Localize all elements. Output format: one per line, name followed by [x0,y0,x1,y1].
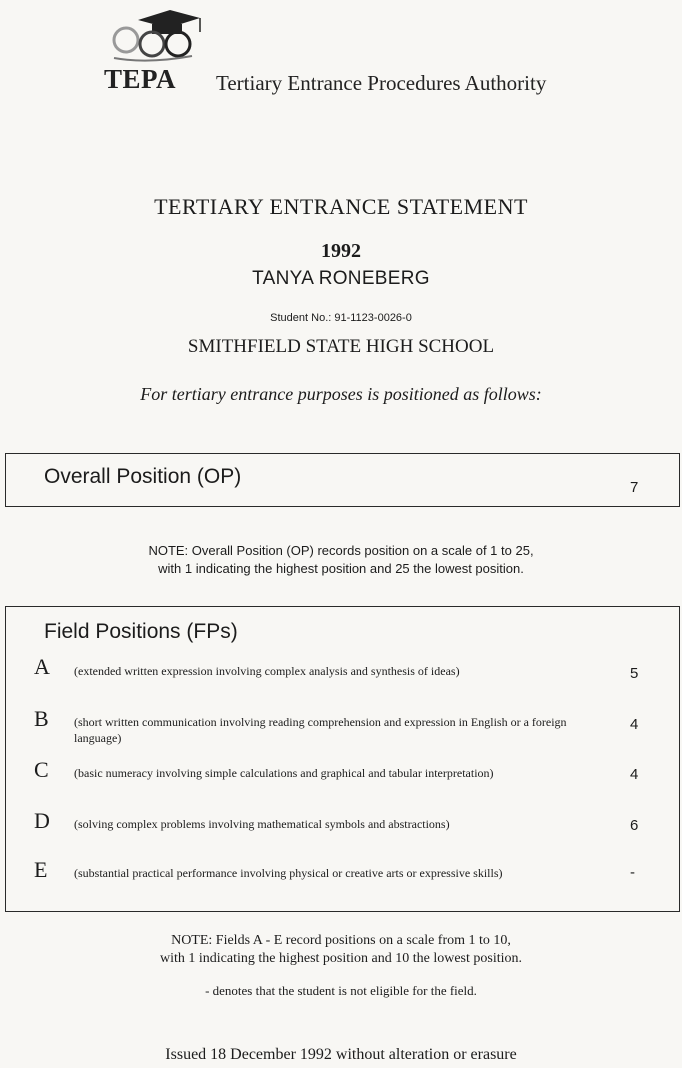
school-name: SMITHFIELD STATE HIGH SCHOOL [187,336,495,357]
field-letter-a: A [34,654,50,679]
field-value-c: 4 [630,766,639,783]
overall-position-value: 7 [630,479,639,496]
field-value-b: 4 [630,716,639,733]
issued-statement: Issued 18 December 1992 without alteration or erasure [165,1046,517,1063]
student-number: Student No.: 91-1123-0026-0 [270,312,412,324]
authority-name: Tertiary Entrance Procedures Authority [216,71,547,95]
statement-year: 1992 [321,240,361,262]
fields-note-line-1: NOTE: Fields A - E record positions on a scale from 1 to 10, [171,933,511,948]
field-description-c: (basic numeracy involving simple calculations and graphical and tabular interpretation) [74,766,494,780]
field-description-e: (substantial practical performance involving physical or creative arts or expressive skills) [74,866,503,880]
fields-note [0,932,682,968]
field-value-e: - [630,864,635,881]
overall-note [0,542,682,578]
field-positions-title: Field Positions (FPs) [44,620,238,643]
tepa-logo-icon [108,8,204,66]
field-letter-c: C [34,757,49,782]
intro-text: For tertiary entrance purposes is positioned as follows: [140,384,542,404]
overall-note-line-2: with 1 indicating the highest position and 25 the lowest position. [158,561,524,576]
field-value-d: 6 [630,817,639,834]
statement-title: TERTIARY ENTRANCE STATEMENT [154,194,528,219]
field-description-d: (solving complex problems involving mathematical symbols and abstractions) [74,817,450,831]
field-description-b: (short written communication involving reading comprehension and expression in English or a foreign language) [74,715,567,745]
field-letter-b: B [34,706,49,731]
field-value-a: 5 [630,665,639,682]
logo-wordmark: TEPA [104,64,177,94]
field-letter-e: E [34,857,48,882]
field-description-a: (extended written expression involving complex analysis and synthesis of ideas) [74,664,460,678]
field-letter-d: D [34,808,50,833]
student-name: TANYA RONEBERG [252,268,430,289]
overall-position-label: Overall Position (OP) [44,465,242,488]
fields-note-line-2: with 1 indicating the highest position and 10 the lowest position. [159,951,523,966]
overall-note-line-1: NOTE: Overall Position (OP) records position on a scale of 1 to 25, [148,543,534,558]
ineligible-note: - denotes that the student is not eligible for the field. [205,983,477,998]
